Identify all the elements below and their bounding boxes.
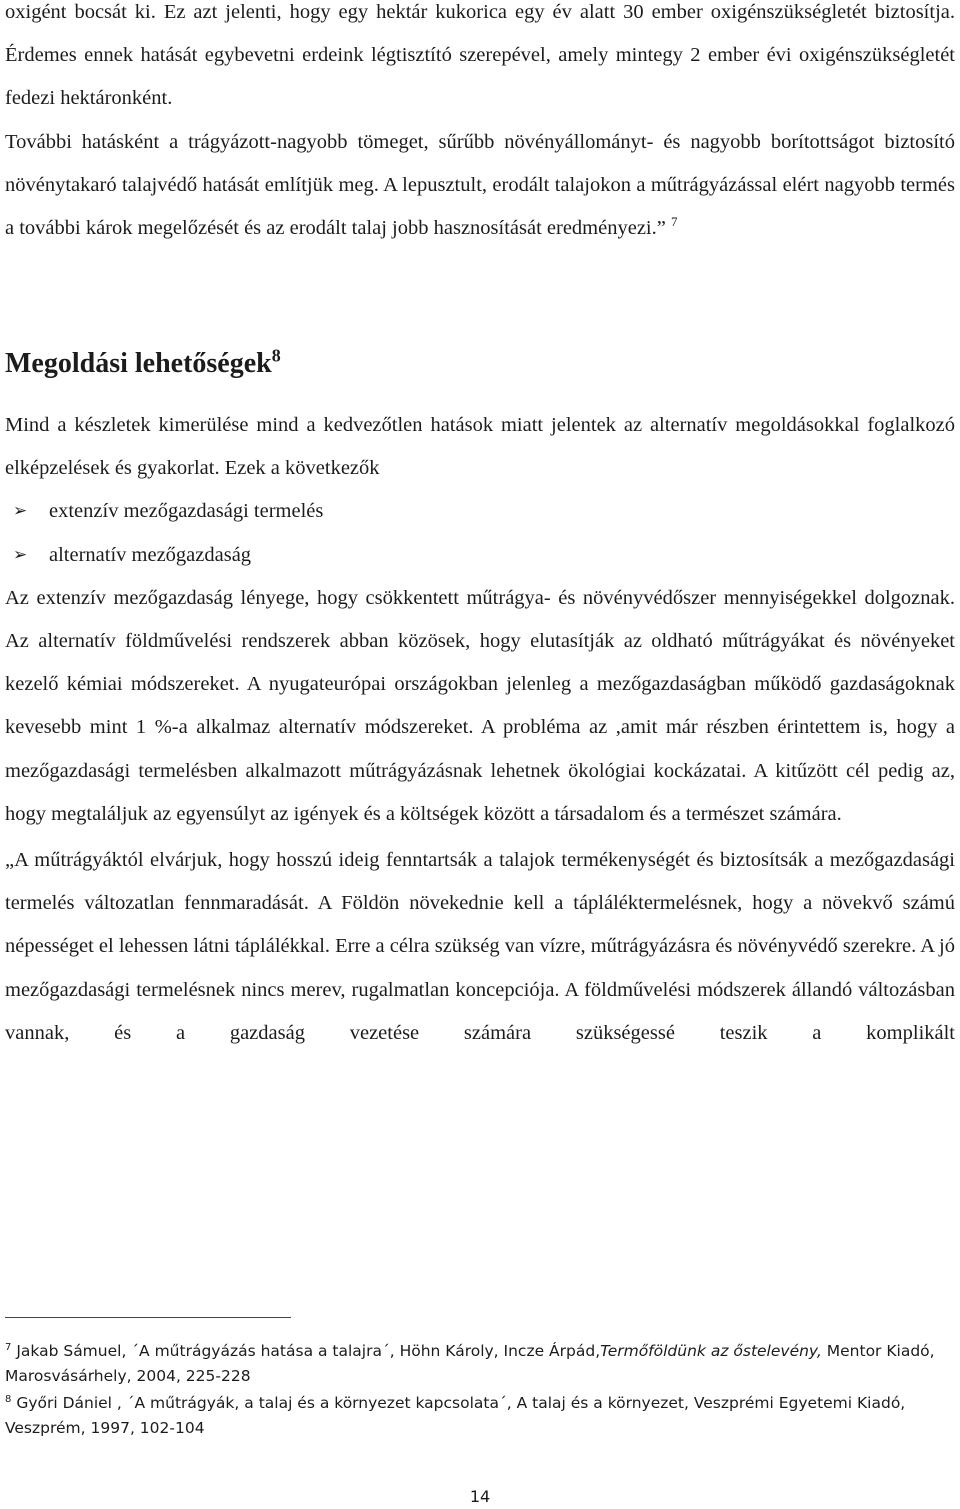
bullet-item: [5, 534, 955, 577]
footnote-ref-7: 7: [670, 214, 678, 230]
arrowhead-bullet-icon: ➢: [13, 544, 28, 565]
bullet-list: [5, 490, 955, 576]
paragraph-alternatives-intro: Mind a készletek kimerülése mind a kedvezőtlen hatások miatt jelentek az alternatív megoldásokkal foglalkozó elképzelések és gyakorlat. Ezek a következők: [5, 414, 955, 480]
paragraph-fertilizer-quote: „A műtrágyáktól elvárjuk, hogy hosszú ideig fenntartsák a talajok termékenységét és biztosítsák a mezőgazdasági termelés változatlan fennmaradását. A Földön növekednie kell a tápláléktermelésnek, hogy a növekvő számú népességet el lehessen látni táplálékkal. Erre a célra szükség van vízre, műtrágyázásra és növényvédő szerekre. A jó mezőgazdasági termelésnek nincs merev, rugalmatlan koncepciója. A földművelési módszerek állandó változásban vannak, és a gazdaság vezetése számára szükségessé teszik a komplikált: [5, 849, 955, 1044]
footnote-text: Jakab Sámuel, ´A műtrágyázás hatása a talajra´, Höhn Károly, Incze Árpád,: [16, 1342, 601, 1360]
footnote-7: [5, 1339, 955, 1389]
footnotes: [5, 1339, 955, 1441]
text-block-main: [5, 404, 955, 1055]
paragraph-oxygen: oxigént bocsát ki. Ez azt jelenti, hogy egy hektár kukorica egy év alatt 30 ember oxigénszükségletét biztosítja. Érdemes ennek hatását egybevetni erdeink légtisztító szerepével, amely mintegy 2 ember évi oxigénszükségletét fedezi hektáronként.: [5, 1, 955, 110]
footnote-number: 7: [5, 1341, 12, 1353]
paragraph-soil-protection: [5, 121, 955, 251]
bullet-item: [5, 490, 955, 533]
footnote-text: Győri Dániel , ´A műtrágyák, a talaj és a környezet kapcsolata´, A talaj és a környezet, Veszprémi Egyetemi Kiadó, Veszprém, 1997, 102-104: [5, 1394, 906, 1437]
footnote-ref-8: 8: [271, 345, 281, 366]
text-block-top: [5, 0, 955, 250]
page-number: 14: [469, 1487, 491, 1506]
footnote-number: 8: [5, 1393, 12, 1405]
section-heading: [5, 340, 281, 388]
bullet-item-label: extenzív mezőgazdasági termelés: [49, 500, 324, 523]
paragraph-extensive-agriculture: Az extenzív mezőgazdaság lényege, hogy csökkentett műtrágya- és növényvédőszer mennyiségekkel dolgoznak. Az alternatív földművelési rendszerek abban közösek, hogy elutasítják az oldható műtrágyákat és növényeket kezelő kémiai módszereket. A nyugateurópai országokban jelenleg a mezőgazdaságban működő gazdaságoknak kevesebb mint 1 %-a alkalmaz alternatív módszereket. A probléma az ,amit már részben érintettem is, hogy a mezőgazdasági termelésben alkalmazott műtrágyázásnak lehetnek ökológiai kockázatai. A kitűzött cél pedig az, hogy megtaláljuk az egyensúlyt az igények és a költségek között a társadalom és a természet számára.: [5, 586, 955, 825]
paragraph-soil-protection-text: További hatásként a trágyázott-nagyobb tömeget, sűrűbb növényállományt- és nagyobb borítottságot biztosító növénytakaró talajvédő hatását említjük meg. A lepusztult, erodált talajokon a műtrágyázással elért nagyobb termés a további károk megelőzését és az erodált talaj jobb hasznosítását eredményezi.”: [5, 130, 955, 240]
footnote-text-end: Mentor Kiadó, Marosvásárhely, 2004, 225-228: [5, 1342, 935, 1385]
section-heading-text: Megoldási lehetőségek: [5, 348, 272, 379]
footnote-italic-title: Termőföldünk az őstelevény,: [600, 1342, 822, 1360]
footnote-8: [5, 1391, 955, 1441]
bullet-item-label: alternatív mezőgazdaság: [49, 543, 252, 566]
footnote-separator: [5, 1317, 291, 1318]
arrowhead-bullet-icon: ➢: [13, 501, 28, 522]
